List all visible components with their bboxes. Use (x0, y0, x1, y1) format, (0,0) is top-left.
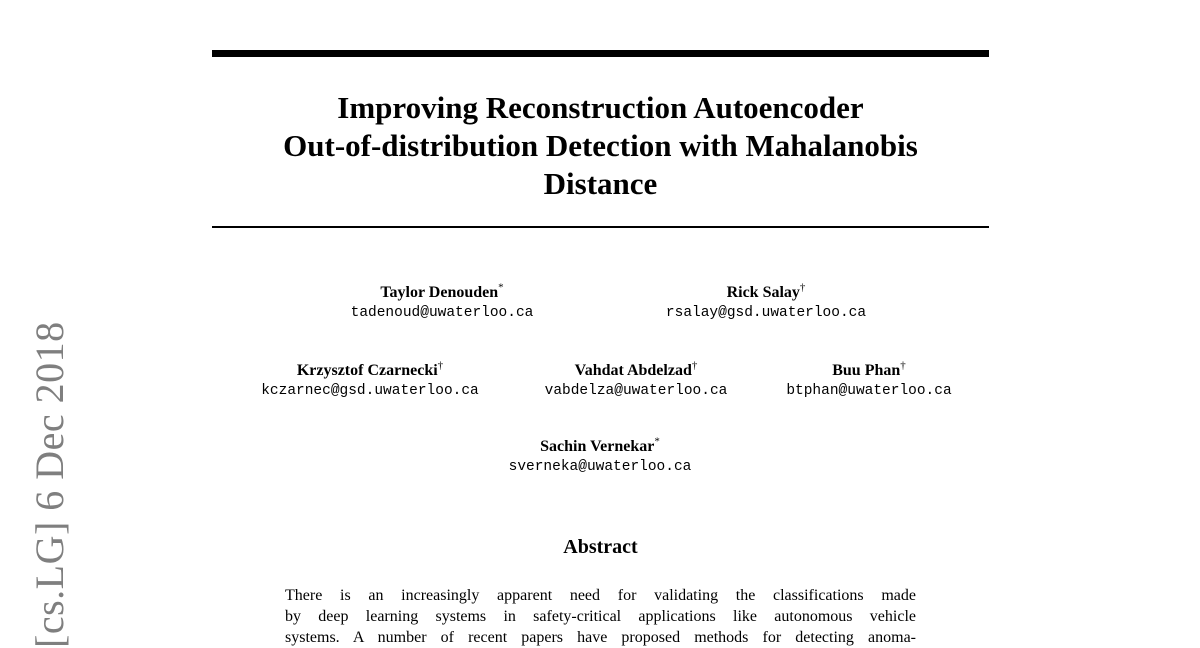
title-line: Distance (543, 166, 658, 201)
author-name: Taylor Denouden* (380, 281, 504, 301)
abstract-line: by deep learning systems in safety-critical applications like autonomous vehicle (285, 608, 916, 625)
abstract-heading: Abstract (563, 536, 638, 558)
author-block (616, 283, 916, 323)
author-email[interactable]: btphan@uwaterloo.ca (786, 383, 952, 399)
author-block (302, 283, 582, 323)
title-bottom-rule (212, 226, 989, 228)
paper-title (212, 89, 989, 203)
affiliation-mark: † (691, 359, 698, 372)
author-name: Buu Phan† (832, 359, 906, 379)
author-name: Vahdat Abdelzad† (574, 359, 698, 379)
author-email[interactable]: rsalay@gsd.uwaterloo.ca (665, 305, 867, 321)
author-email[interactable]: vabdelza@uwaterloo.ca (544, 383, 728, 399)
affiliation-mark: * (654, 435, 660, 448)
abstract-line: systems. A number of recent papers have proposed methods for detecting anoma- (285, 629, 916, 646)
affiliation-mark: * (498, 281, 504, 294)
author-name: Rick Salay† (726, 281, 806, 301)
author-name: Sachin Vernekar* (540, 435, 660, 455)
author-email[interactable]: tadenoud@uwaterloo.ca (350, 305, 534, 321)
author-email[interactable]: kczarnec@gsd.uwaterloo.ca (261, 383, 479, 399)
author-email[interactable]: sverneka@uwaterloo.ca (508, 459, 692, 475)
author-name: Krzysztof Czarnecki† (296, 359, 444, 379)
abstract-body (285, 585, 916, 648)
affiliation-mark: † (437, 359, 444, 372)
author-block (220, 361, 520, 401)
affiliation-mark: † (900, 359, 906, 372)
author-block (764, 361, 974, 401)
affiliation-mark: † (799, 281, 806, 294)
title-line: Out-of-distribution Detection with Mahalanobis (283, 128, 918, 163)
arxiv-identifier-stamp: [cs.LG] 6 Dec 2018 (27, 321, 72, 648)
title-line: Improving Reconstruction Autoencoder (337, 90, 864, 125)
abstract-line: There is an increasingly apparent need for validating the classifications made (285, 587, 916, 604)
author-block (470, 437, 730, 477)
author-block (516, 361, 756, 401)
title-top-rule (212, 50, 989, 57)
